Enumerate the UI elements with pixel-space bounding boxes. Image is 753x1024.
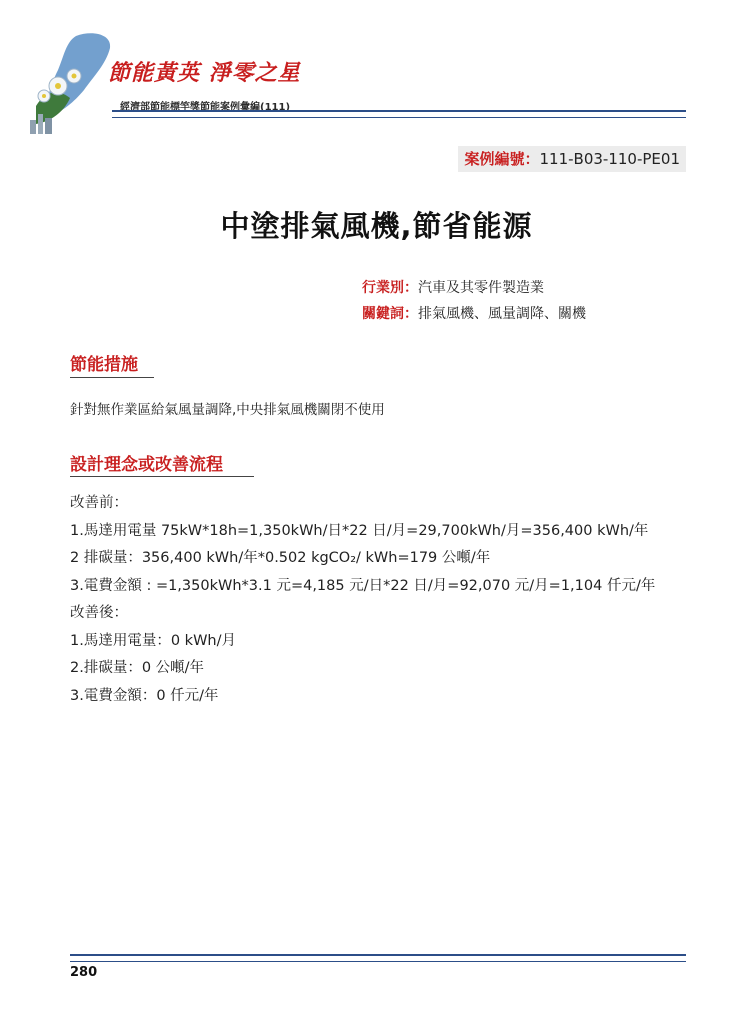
- industry-value: 汽車及其零件製造業: [418, 280, 544, 296]
- page-title: 中塗排氣風機,節省能源: [220, 209, 533, 243]
- list-item: 1.馬達用電量：0 kWh/月: [70, 632, 236, 649]
- case-number: [458, 146, 686, 172]
- design-heading-underline: [70, 476, 254, 477]
- header-rule: [112, 110, 686, 118]
- banner-subtitle: 經濟部節能標竿獎節能案例彙編(111): [120, 102, 291, 113]
- measures-text: 針對無作業區給氣風量調降,中央排氣風機關閉不使用: [70, 402, 385, 418]
- case-number-label: 案例編號：: [464, 150, 540, 168]
- keywords-line: [362, 303, 586, 323]
- page-number: 280: [70, 965, 98, 980]
- banner-title: 節能黃英 淨零之星: [108, 60, 301, 86]
- list-item: 3.電費金額：0 仟元/年: [70, 687, 219, 704]
- list-item: 改善後：: [70, 605, 128, 621]
- keywords-label: 關鍵詞：: [362, 306, 418, 322]
- list-item: 2.排碳量：0 公噸/年: [70, 660, 205, 676]
- industry-label: 行業別：: [362, 280, 418, 296]
- list-item: 改善前：: [70, 495, 128, 511]
- measures-heading: 節能措施: [70, 355, 138, 375]
- improvement-list: [70, 490, 710, 710]
- list-item: 3.電費金額 : =1,350kWh*3.1 元=4,185 元/日*22 日/月=92,070 元/月=1,104 仟元/年: [70, 577, 656, 594]
- list-item: 2 排碳量：356,400 kWh/年*0.502 kgCO₂/ kWh=179 公噸/年: [70, 550, 491, 566]
- case-number-value: 111-B03-110-PE01: [539, 150, 680, 168]
- footer-rule: [70, 954, 686, 962]
- measures-heading-underline: [70, 377, 154, 378]
- design-heading: 設計理念或改善流程: [70, 455, 223, 475]
- list-item: 1.馬達用電量 75kW*18h=1,350kWh/日*22 日/月=29,700kWh/月=356,400 kWh/年: [70, 522, 649, 539]
- keywords-value: 排氣風機、風量調降、關機: [418, 306, 586, 322]
- industry-line: [362, 277, 544, 297]
